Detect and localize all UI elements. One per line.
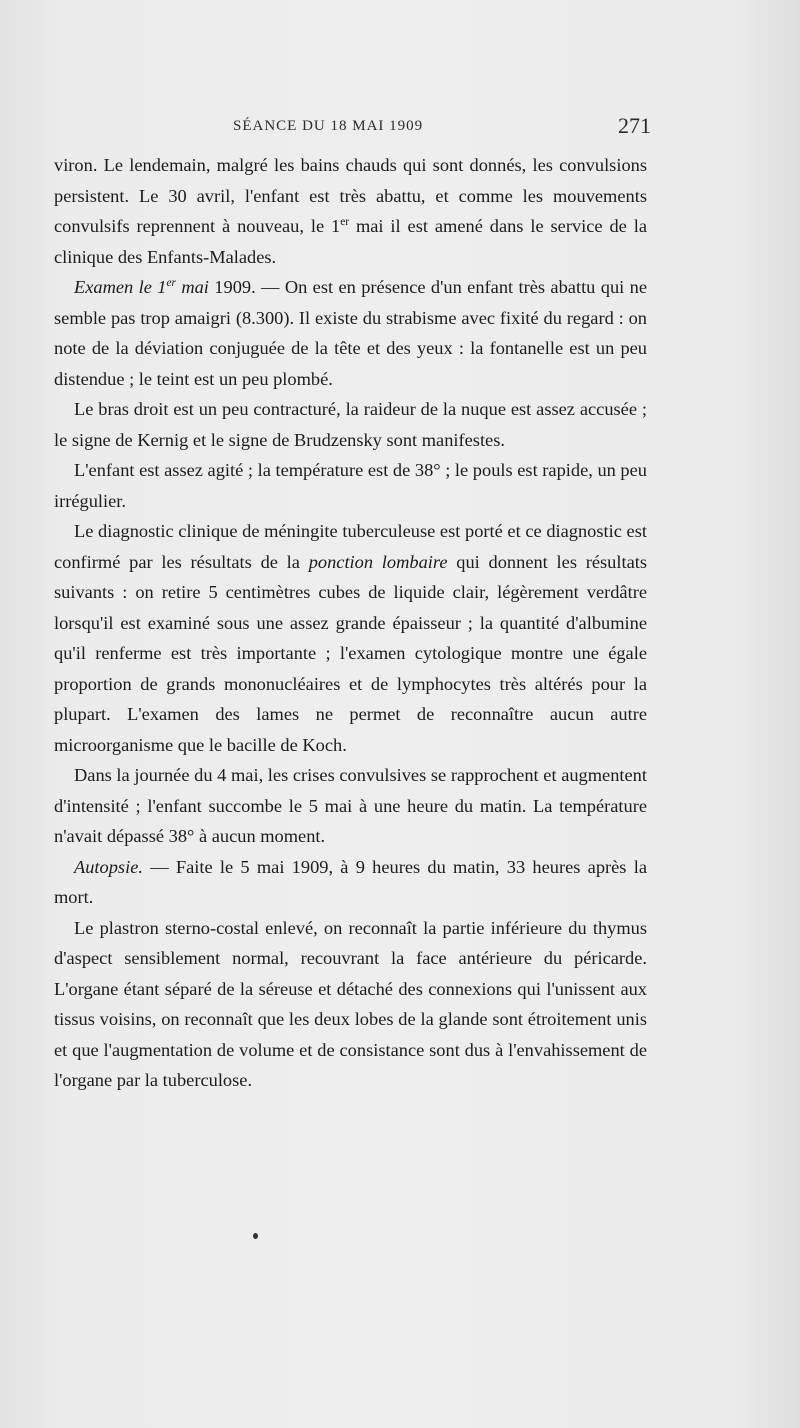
paragraph	[54, 913, 647, 1096]
italic-text: Autopsie.	[74, 856, 143, 877]
italic-text: Examen le 1	[74, 277, 167, 297]
paragraph	[54, 852, 647, 913]
italic-text: ponction lombaire	[308, 551, 448, 572]
italic-text: mai	[175, 277, 209, 297]
paragraph	[54, 272, 647, 394]
running-head: SÉANCE DU 18 MAI 1909	[233, 118, 424, 134]
text-run: Dans la journée du 4 mai, les crises convulsives se rapprochent et augmentent d'intensité ; l'enfant succombe le 5 mai à une heure du matin. La température n'avait dépassé 38° à aucun moment.	[54, 765, 647, 846]
text-run: Le plastron sterno-costal enlevé, on reconnaît la partie inférieure du thymus d'aspect sensiblement normal, recouvrant la face antérieure du péricarde. L'organe étant séparé de la séreuse et détaché des connexions qui l'unissent aux tissus voisins, on reconnaît que les deux lobes de la glande sont étroitement unis et que l'augmentation de volume et de consistance sont dus à l'envahissement de l'organe par la tuberculose.	[54, 917, 647, 1090]
text-run: Le diagnostic clinique de méningite tuberculeuse est porté et ce diagnostic est confirmé par les résultats de la	[54, 521, 647, 572]
paragraph	[54, 516, 647, 760]
superscript-text: er	[340, 215, 350, 228]
paragraph	[54, 760, 647, 852]
paragraph	[54, 455, 647, 516]
text-run: viron. Le lendemain, malgré les bains chauds qui sont donnés, les convulsions persistent. Le 30 avril, l'enfant est très abattu, et comme les mouvements convulsifs reprennent à nouveau, le 1	[54, 155, 647, 236]
text-run: L'enfant est assez agité ; la température est de 38° ; le pouls est rapide, un peu irrégulier.	[54, 460, 647, 511]
text-run: qui donnent les résultats suivants : on retire 5 centimètres cubes de liquide clair, légèrement verdâtre lorsqu'il est examiné sous une assez grande épaisseur ; la quantité d'albumine qu'il renferme est très importante ; l'examen cytologique montre une égale proportion de grands mononucléaires et de lymphocytes très altérés pour la plupart. L'examen des lames ne permet de reconnaître aucun autre microorganisme que le bacille de Koch.	[54, 551, 648, 755]
italic-text: er	[166, 276, 176, 289]
page-header	[0, 113, 800, 143]
text-run: mai il est amené dans le service de la clinique des Enfants-Malades.	[54, 216, 647, 267]
text-run: — Faite le 5 mai 1909, à 9 heures du matin, 33 heures après la mort.	[54, 856, 647, 907]
text-run: Le bras droit est un peu contracturé, la raideur de la nuque est assez accusée ; le signe de Kernig et le signe de Brudzensky sont manifestes.	[54, 399, 647, 450]
body-text	[54, 150, 647, 1096]
paragraph	[54, 394, 647, 455]
paragraph	[54, 150, 647, 272]
page-number: 271	[618, 113, 651, 138]
ink-speck	[253, 1233, 258, 1239]
text-run: 1909. — On est en présence d'un enfant très abattu qui ne semble pas trop amaigri (8.300). Il existe du strabisme avec fixité du regard : on note de la déviation conjuguée de la tête et des yeux : la fontanelle est un peu distendue ; le teint est un peu plombé.	[54, 277, 647, 389]
